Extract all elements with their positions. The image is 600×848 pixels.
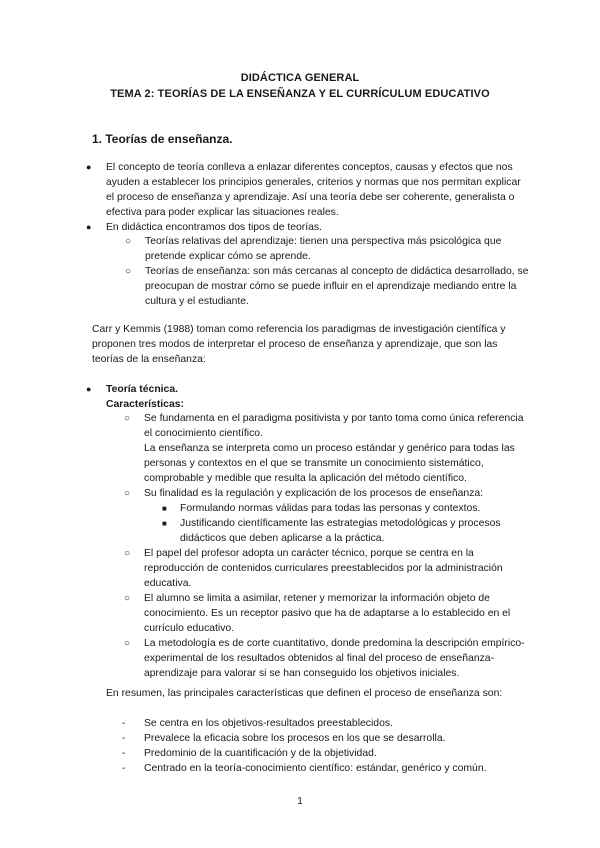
summary-list (122, 716, 534, 776)
bullet-icon: ● (86, 384, 92, 394)
list-item: - Prevalece la eficacia sobre los procesos en los que se desarrolla. (122, 733, 446, 744)
circle-bullet-icon: ○ (124, 638, 131, 649)
square-bullet-icon: ■ (162, 504, 167, 513)
dash-bullet-icon: - (122, 733, 126, 744)
list-item: ● El concepto de teoría conlleva a enlazar diferentes conceptos, causas y efectos que nos ayuden a establecer los principios generales, criterios y normas que nos permitan explicar el proceso de enseñanza y aprendizaje. Así una teoría debe ser coherente, generalista o efectiva para poder explicar las situaciones reales. (86, 162, 521, 218)
circle-bullet-icon: ○ (125, 266, 132, 277)
section1-bullet-list (86, 160, 522, 235)
list-item: ● En didáctica encontramos dos tipos de teorías. (86, 222, 323, 233)
dash-bullet-icon: - (122, 718, 126, 729)
bullet-icon: ● (86, 162, 92, 172)
topic-title: TEMA 2: TEORÍAS DE LA ENSEÑANZA Y EL CURRÍCULUM EDUCATIVO (110, 88, 490, 100)
circle-bullet-icon: ○ (124, 548, 131, 559)
document-title (0, 70, 600, 102)
list-item: ○ La metodología es de corte cuantitativo, donde predomina la descripción empírico-experimental de los resultados obtenidos al final del proceso de enseñanza-aprendizaje para valorar si se han conseguido los objetivos iniciales. (124, 638, 525, 679)
list-item: ○ Teorías relativas del aprendizaje: tienen una perspectiva más psicológica que pretende explicar cómo se aprende. (125, 236, 502, 262)
teoria-tecnica-subtitle: Características: (106, 399, 184, 410)
list-item: - Predominio de la cuantificación y de la objetividad. (122, 748, 377, 759)
circle-bullet-icon: ○ (124, 488, 131, 499)
circle-bullet-icon: ○ (124, 593, 131, 604)
circle-bullet-icon: ○ (125, 236, 132, 247)
list-item: - Centrado en la teoría-conocimiento científico: estándar, genérico y común. (122, 763, 487, 774)
list-item: ○ Se fundamenta en el paradigma positivista y por tanto toma como única referencia el conocimiento científico. La enseñanza se interpreta como un proceso estándar y genérico para todas las personas y contextos en el que se transmite un conocimiento sistemático, comprobable y medible que resulta la aplicación del método científico. (124, 413, 524, 484)
dash-bullet-icon: - (122, 748, 126, 759)
section-heading: 1. Teorías de enseñanza. (92, 132, 233, 146)
circle-bullet-icon: ○ (124, 413, 131, 424)
teoria-tecnica-title: Teoría técnica. (106, 384, 178, 395)
list-item: ■ Justificando científicamente las estrategias metodológicas y procesos didácticos que deben aplicarse a la práctica. (162, 518, 501, 544)
section1-sub-list (125, 234, 530, 309)
teoria-tecnica-list (124, 411, 529, 681)
list-item: ○ Su finalidad es la regulación y explicación de los procesos de enseñanza: ■ Formulando normas válidas para todas las personas y contextos. ■ Justificando científicamente las estrategias metodológicas y procesos didácticos que deben aplicarse a la práctica. (144, 486, 529, 546)
list-item: ○ El papel del profesor adopta un carácter técnico, porque se centra en la reproducción de contenidos curriculares preestablecidos por la administración educativa. (124, 548, 503, 589)
summary-intro: En resumen, las principales características que definen el proceso de enseñanza son: (106, 688, 503, 699)
page-number: 1 (297, 796, 303, 807)
intro-paragraph: Carr y Kemmis (1988) toman como referencia los paradigmas de investigación científica y proponen tres modos de interpretar el proceso de enseñanza y aprendizaje, que son las teorías de la enseñanza: (92, 324, 506, 365)
list-item: ○ Teorías de enseñanza: son más cercanas al concepto de didáctica desarrollado, se preocupan de mostrar cómo se puede influir en el aprendizaje mediando entre la cultura y el estudiante. (125, 266, 529, 307)
square-bullet-icon: ■ (162, 519, 167, 528)
bullet-icon: ● (86, 222, 92, 232)
course-title: DIDÁCTICA GENERAL (240, 72, 360, 84)
list-item: - Se centra en los objetivos-resultados preestablecidos. (122, 718, 393, 729)
teoria-tecnica-heading (86, 382, 526, 412)
list-item: ■ Formulando normas válidas para todas las personas y contextos. (162, 503, 481, 514)
list-item: ○ El alumno se limita a asimilar, retener y memorizar la información objeto de conocimiento. Es un receptor pasivo que ha de adaptarse a lo establecido en el currículo educativo. (124, 593, 511, 634)
dash-bullet-icon: - (122, 763, 126, 774)
